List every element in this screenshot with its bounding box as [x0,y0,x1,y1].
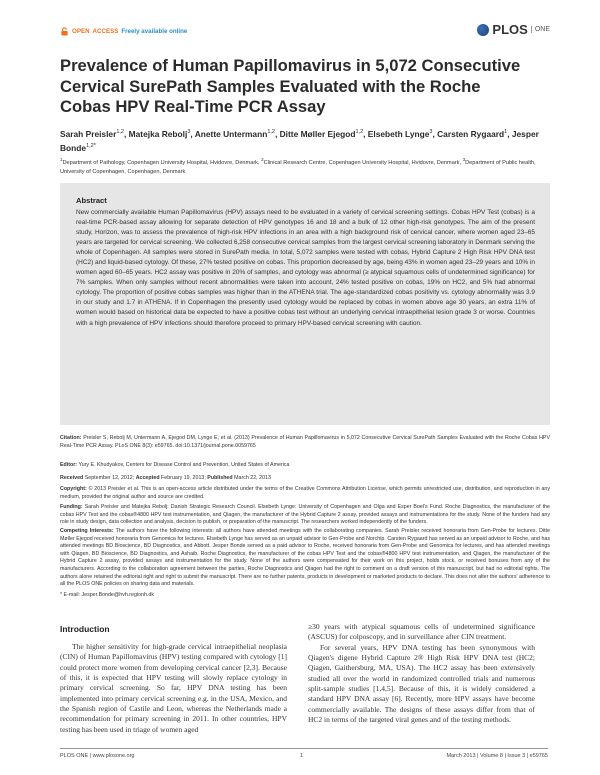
author-name: Jesper Bonde [60,128,539,153]
competing-interests: Competing Interests: The authors have the following interests: all authors have attended meetings with the collaborating companies. Sarah Preisler received honoraria from Gen-Probe for lectures. Ditte Møller Ejegod received honoraria from Genomica for lectures. Elsebeth Lynge has served as an unpaid advisor to Gen-Probe and Norchip. Carsten Rygaard has served as an unpaid advisor to Roche, and has attended meetings BD Bioscience, BD Diagnostics, and Abbott. Jesper Bonde served as a paid advisor to Roche, received honoraria from Gen-Probe and Genomica for lectures, and has attended meetings with Qiagen, BD Bioscience, BD Diagnostics, and Ashaib. Roche Diagnostics, the manufacturer of the cobas HPV Test and the cobas®4800 HPV test instrumentation, and Qiagen, the manufacturer of the Hybrid Capture 2 assay, provided assays and instrumentation for the study. None of the authors were compensated for their work on this project, holds stock, or received bonuses from any of the manufacturers. According to the collaboration agreement between the parties, Roche Diagnostics and Qiagen had the right to comment on a draft version of this manuscript, but had no editorial rights. The authors alone retained the editorial right and right to submit the manuscript. There are no further patents, products in development or marketed products to declare. This does not alter the authors' adherence to all the PLOS ONE policies on sharing data and materials. [60,528,550,588]
affiliation-2: Clinical Research Centre, Copenhagen University Hospital, Hvidovre, Denmark, [263,159,463,166]
open-access-badge [60,27,187,36]
author-separator: , [124,128,129,139]
footer-issue-info: March 2013 | Volume 8 | Issue 3 | e59765 [446,753,548,759]
journal-suffix: ONE [531,26,550,33]
author-affiliation-mark: 1,2 [267,129,275,135]
author-separator: , [363,128,368,139]
author-affiliation-mark: 1 [504,129,508,135]
author-separator: , [190,128,195,139]
author-affiliation-mark: 1,2 [116,129,124,135]
intro-paragraph-2: For several years, HPV DNA testing has been synonymous with Qiagen's digene Hybrid Capture 2® High Risk HPV DNA test (HC2; Qiagen, Gaithersburg, MA, USA). The HC2 assay has been extensively studied all over the world in randomized controlled trials and numerous split-sample studies [1,4,5]. Because of this, it is widely considered a standard HPV DNA assay [6]. Recently, more HPV assays have become commercially available. The designs of these assays differ from that of HC2 in terms of the targeted viral genes and of the testing methods. [308,642,535,725]
citation: Citation: Preisler S, Rebolj M, Untermann A, Ejegod DM, Lynge E, et al. (2013) Prevalence of Human Papillomavirus in 5,072 Consecutive Cervical SurePath Samples Evaluated with the Roche Cobas HPV Real-Time PCR Assay. PLoS ONE 8(3): e59765. doi:10.1371/journal.pone.0059765 [60,435,550,449]
author-separator: , [507,128,512,139]
journal-name: PLOS [492,22,528,37]
open-label: OPEN [72,28,90,35]
article-title: Prevalence of Human Papillomavirus in 5,072 Consecutive Cervical SurePath Samples Evaluated with the Roche Cobas HPV Real-Time PCR Assay [60,56,521,116]
abstract-heading: Abstract [76,196,107,205]
open-lock-icon [60,27,69,36]
dates: Received September 12, 2012; Accepted February 19, 2013; Published March 22, 2013 [60,475,271,481]
author-separator: , [432,128,438,139]
editor: Editor: Yury E. Khudyakov, Centers for Disease Control and Prevention, United States of America [60,462,290,468]
plos-logo-icon [477,24,489,36]
page-number: 1 [300,753,304,759]
intro-paragraph-1: The higher sensitivity for high-grade cervical intraepithelial neoplasia (CIN) of Human Papillomavirus (HPV) testing compared with cytology [1] could protect more women from developing cervical cancer [2,3]. Because of this, it is expected that HPV testing will slowly replace cytology in primary cervical screening. So far, HPV DNA testing has been implemented into primary cervical screening e.g. in the USA, Mexico, and the Spanish region of Castile and Leon, whereas the Netherlands made a recommendation for primary screening in 2011. In other countries, HPV testing has been used in triage of women aged [60,642,287,734]
introduction-heading: Introduction [60,624,110,634]
author-affiliation-mark: 1,2* [86,142,96,149]
right-column [308,622,535,725]
author-name: Sarah Preisler [60,128,117,139]
author-name: Matejka Rebolj [128,128,188,139]
author-name: Elsebeth Lynge [367,128,430,139]
author-name: Carsten Rygaard [437,128,505,139]
abstract-box [60,183,550,425]
page-footer [60,748,548,762]
author-affiliation-mark: 3 [429,129,433,135]
page-header [60,22,550,42]
free-available-label: Freely available online [121,28,188,35]
left-column [60,642,287,735]
affiliation-3: Department of Public health, University of Copenhagen, Copenhagen, Denmark [60,159,536,175]
copyright: Copyright: © 2013 Preisler et al. This is an open-access article distributed under the terms of the Creative Commons Attribution License, which permits unrestricted use, distribution, and reproduction in any medium, provided the original author and source are credited. [60,486,550,500]
intro-paragraph-1-cont: ≥30 years with atypical squamous cells of undetermined significance (ASCUS) for colposcopy, and in surveillance after CIN treatment. [308,622,535,642]
corresponding-email [60,592,550,600]
author-affiliation-mark: 1,2 [355,129,364,135]
author-list [60,126,550,154]
access-label: ACCESS [92,28,119,35]
author-affiliation-mark: 3 [187,129,191,135]
author-name: Anette Untermann [194,128,268,139]
author-name: Ditte Møller Ejegod [279,128,356,139]
abstract-text: New commercially available Human Papillomavirus (HPV) assays need to be evaluated in a variety of cervical screening settings. Cobas HPV Test (cobas) is a real-time PCR-based assay allowing for separate detection of HPV genotypes 16 and 18 and a bulk of 12 other high-risk genotypes. The aim of the present study, Horizon, was to assess the prevalence of high-risk HPV infections in an area with a high background risk of cervical cancer, where women aged 23–65 years are targeted for cervical screening. We collected 6,258 consecutive cervical samples from the largest cervical screening laboratory in Denmark serving the whole of Copenhagen. All samples were stored in SurePath media. In total, 5,072 samples were tested with cobas, Hybrid Capture 2 High Risk HPV DNA test (HC2) and liquid-based cytology. Of these, 27% tested positive on cobas. This proportion decreased by age, being 43% in women aged 23–29 years and 10% in women aged 60–65 years. HC2 assay was positive in 20% of samples, and cytology was abnormal (≥ atypical squamous cells of undetermined significance) for 7% samples. When only samples without recent abnormalities were taken into account, 24% tested positive on cobas, 19% on HC2, and 5% had abnormal cytology. The proportion of positive cobas samples was higher than in the ATHENA trial. The age-standardized cobas positivity vs. cytology abnormality was 3.9 in our study and 1.7 in ATHENA. If in Copenhagen the presently used cytology would be replaced by cobas in women above age 30 years, an extra 11% of women would based on historical data be expected to have a positive cobas test without an underlying cervical intraepithelial lesion grade 3 or worse. Countries with a high prevalence of HPV infections should therefore proceed to primary HPV-based cervical screening with caution. [76,209,535,327]
footer-journal-url[interactable]: PLOS ONE | www.plosone.org [60,753,135,759]
affiliation-1: Department of Pathology, Copenhagen University Hospital, Hvidovre, Denmark, [62,159,262,166]
affiliations: $^1$Department of Pathology, Copenhagen University Hospital, Hvidovre, Denmark, $^2$Clinical Research Centre, Copenhagen University Hospital, Hvidovre, Denmark, $^3$Department of Public health, University of Copenhagen, Copenhagen, Denmark [60,157,536,175]
funding: Funding: Sarah Preisler and Matejka Rebolj: Danish Strategic Research Council. Elsebeth Lynge: University of Copenhagen and Olga and Esper Boel's Fund. Roche Diagnostics, the manufacturer of the cobas HPV Test and the cobas®4800 HPV test instrumentation, and Qiagen, the manufacturer of the Hybrid Capture 2 assay, provided assays and instrumentations for the study. None of the funders had any role in study design, data collection and analysis, decision to publish, or preparation of the manuscript. The researchers worked independently of the funders. [60,504,550,526]
author-separator: , [274,128,280,139]
journal-logo [477,22,550,37]
email-link[interactable]: * E-mail: Jesper.Bonde@hvh.regionh.dk [60,592,155,598]
